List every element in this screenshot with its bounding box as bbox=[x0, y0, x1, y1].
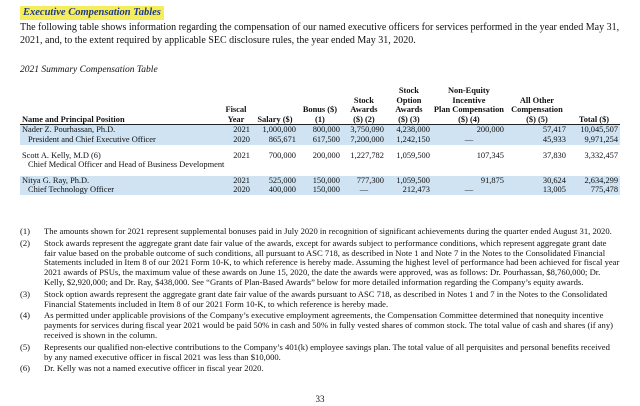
cell-option: 212,473 bbox=[386, 185, 432, 195]
cell-total: 9,971,254 bbox=[568, 135, 620, 145]
header-non-equity: Non-Equity Incentive Plan Compensation ($) (4) bbox=[433, 86, 504, 124]
table-row bbox=[20, 176, 620, 186]
cell-total: 3,332,457 bbox=[584, 150, 618, 160]
cell-stock: 7,200,000 bbox=[342, 135, 386, 145]
cell-salary: 865,671 bbox=[252, 135, 298, 145]
cell-bonus: 200,000 bbox=[312, 150, 340, 160]
cell-year: 2021 bbox=[220, 125, 252, 135]
cell-stock: 1,227,782 bbox=[350, 150, 384, 160]
table-row bbox=[20, 160, 620, 170]
executive-name: Nader Z. Pourhassan, Ph.D. bbox=[20, 125, 220, 135]
footnote-number: (3) bbox=[20, 288, 31, 299]
cell-salary: 525,000 bbox=[252, 176, 298, 186]
header-salary: Salary ($) bbox=[252, 86, 298, 125]
cell-other: 30,624 bbox=[506, 176, 568, 186]
cell-bonus: 617,500 bbox=[298, 135, 342, 145]
cell-bonus: 150,000 bbox=[298, 185, 342, 195]
cell-year: 2020 bbox=[220, 185, 252, 195]
cell-salary: 1,000,000 bbox=[252, 125, 298, 135]
section-title: Executive Compensation Tables bbox=[20, 6, 164, 20]
cell-stock: — bbox=[342, 185, 386, 195]
intro-paragraph: The following table shows information regarding the compensation of our named executive officers for services performed in the year ended May 31, 2021, and, to the extent required by applicable SEC disclosure rules, the year ended May 31, 2020. bbox=[20, 22, 620, 46]
cell-bonus: 150,000 bbox=[298, 176, 342, 186]
summary-compensation-table bbox=[20, 86, 620, 195]
footnote bbox=[20, 311, 620, 340]
cell-stock: 3,750,090 bbox=[342, 125, 386, 135]
cell-other: 57,417 bbox=[506, 125, 568, 135]
cell-nonequity: 200,000 bbox=[432, 125, 506, 135]
table-title: 2021 Summary Compensation Table bbox=[20, 65, 158, 75]
table-row bbox=[20, 125, 620, 135]
footnote bbox=[20, 343, 620, 363]
header-total: Total ($) bbox=[568, 86, 620, 125]
header-name: Name and Principal Position bbox=[20, 86, 220, 125]
footnote-text: Represents our qualified non-elective contributions to the Company’s 401(k) employee savings plan. The total value of all perquisites and personal benefits received by any named executive officer in fiscal 2021 was less than $10,000. bbox=[44, 341, 610, 362]
footnote-number: (2) bbox=[20, 237, 31, 248]
cell-total: 2,634,299 bbox=[568, 176, 620, 186]
cell-year: 2021 bbox=[220, 176, 252, 186]
cell-nonequity: 91,875 bbox=[432, 176, 506, 186]
executive-title: President and Chief Executive Officer bbox=[20, 135, 220, 145]
footnote bbox=[20, 227, 620, 237]
cell-bonus: 800,000 bbox=[298, 125, 342, 135]
footnote-text: As permitted under applicable provisions of the Company’s executive employment agreements, the Compensation Committee determined that nonequity incentive payments for services during fiscal year 2021 would be paid 50% in cash and 50% in fully vested shares of common stock. The total value of cash and shares (if any) received is shown in the column. bbox=[44, 310, 614, 340]
footnote-number: (4) bbox=[20, 310, 31, 321]
cell-salary: 700,000 bbox=[268, 150, 296, 160]
header-stock-awards: Stock Awards ($) (2) bbox=[342, 86, 386, 125]
executive-title: Chief Medical Officer and Head of Business Development bbox=[28, 160, 225, 170]
cell-other: 37,830 bbox=[542, 150, 566, 160]
cell-nonequity: 107,345 bbox=[476, 150, 504, 160]
cell-nonequity: — bbox=[432, 135, 506, 145]
cell-option: 1,059,500 bbox=[396, 150, 430, 160]
cell-salary: 400,000 bbox=[252, 185, 298, 195]
footnotes bbox=[20, 227, 620, 376]
header-bonus: Bonus ($) (1) bbox=[298, 86, 342, 125]
cell-option: 1,242,150 bbox=[386, 135, 432, 145]
footnote-text: The amounts shown for 2021 represent supplemental bonuses paid in July 2020 in recognition of significant achievements during the quarter ended August 31, 2020. bbox=[44, 226, 612, 236]
header-year: Fiscal Year bbox=[220, 86, 252, 125]
footnote-number: (1) bbox=[20, 226, 31, 236]
cell-option: 4,238,000 bbox=[386, 125, 432, 135]
page-number: 33 bbox=[315, 394, 325, 404]
cell-year: 2020 bbox=[220, 135, 252, 145]
cell-total: 775,478 bbox=[568, 185, 620, 195]
executive-name: Scott A. Kelly, M.D (6) bbox=[22, 150, 101, 160]
table-row bbox=[20, 185, 620, 195]
table-row bbox=[20, 151, 620, 161]
footnote-number: (5) bbox=[20, 341, 31, 352]
cell-year: 2021 bbox=[233, 150, 250, 160]
footnote-text: Dr. Kelly was not a named executive officer in fiscal year 2020. bbox=[44, 363, 264, 374]
header-all-other: All Other Compensation ($) (5) bbox=[506, 86, 568, 125]
footnote bbox=[20, 290, 620, 310]
footnote-text: Stock awards represent the aggregate grant date fair value of the awards, except for awards subject to performance conditions, which represent aggregate grant date fair value based on the probable outcome of such conditions, all pursuant to ASC 718, as described in Note 1 and Note 7 in the Notes to the Consolidated Financial Statements included in Item 8 of our 2021 Form 10-K, to which reference is hereby made. Assuming the highest level of performance had been achieved for fiscal year 2021 awards of PSUs, the maximum value of these awards on June 15, 2020, the date the awards were approved, was as follows: Dr. Pourhassan, $8,760,000; Dr. Kelly, $2,920,000; and Dr. Ray, $438,000. See “Grants of Plan-Based Awards” below for more detailed information regarding the Company’s equity awards. bbox=[44, 237, 620, 287]
footnote bbox=[20, 364, 620, 374]
footnote-number: (6) bbox=[20, 363, 31, 374]
cell-stock: 777,300 bbox=[342, 176, 386, 186]
executive-name: Nitya G. Ray, Ph.D. bbox=[20, 176, 220, 186]
table-header-row bbox=[20, 86, 620, 125]
cell-total: 10,045,507 bbox=[568, 125, 620, 135]
header-option-awards: Stock Option Awards ($) (3) bbox=[386, 86, 432, 125]
cell-nonequity: — bbox=[432, 185, 506, 195]
cell-option: 1,059,500 bbox=[386, 176, 432, 186]
cell-other: 45,933 bbox=[506, 135, 568, 145]
table-row bbox=[20, 135, 620, 145]
footnote bbox=[20, 239, 620, 288]
cell-other: 13,005 bbox=[506, 185, 568, 195]
footnote-text: Stock option awards represent the aggregate grant date fair value of the awards pursuant to ASC 718, as described in Notes 1 and 7 in the Notes to the Consolidated Financial Statements included in Item 8 of our 2021 Form 10-K, to which reference is hereby made. bbox=[44, 288, 608, 309]
executive-title: Chief Technology Officer bbox=[20, 185, 220, 195]
